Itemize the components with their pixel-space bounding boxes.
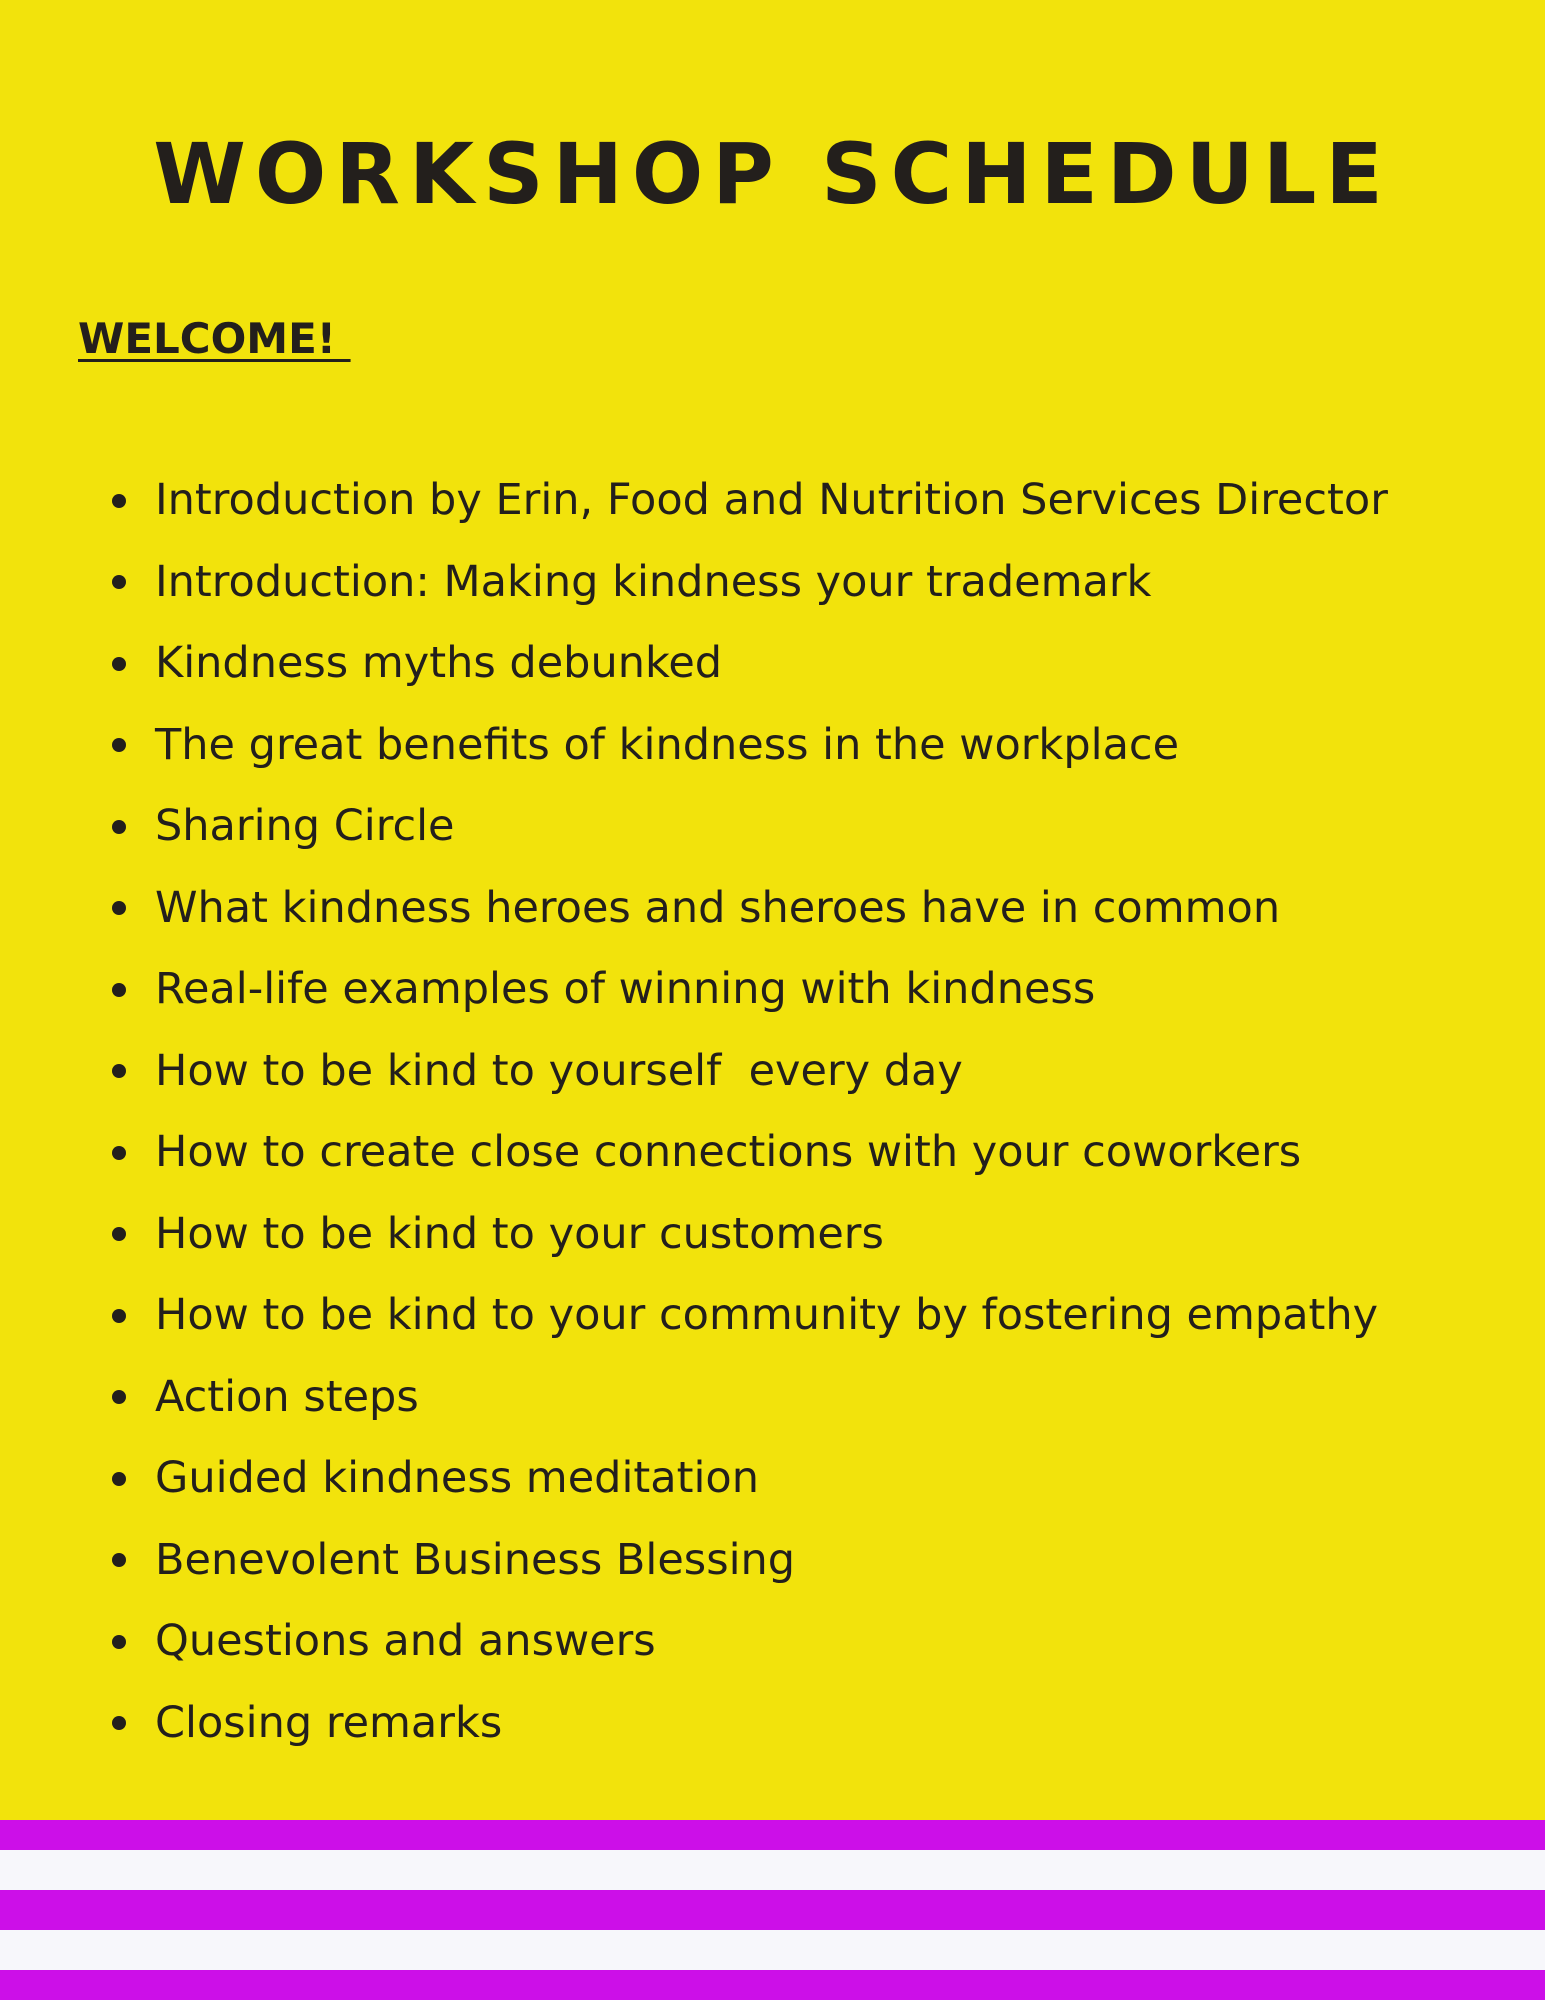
- list-item: [0, 1194, 1545, 1276]
- list-item: [0, 1031, 1545, 1113]
- bullet-icon: [112, 1227, 126, 1241]
- list-item: [0, 542, 1545, 624]
- list-item: [0, 1275, 1545, 1357]
- list-item-label: How to be kind to your customers: [155, 1208, 884, 1259]
- list-item-label: Introduction by Erin, Food and Nutrition Services Director: [155, 475, 1388, 526]
- welcome-heading: WELCOME!: [78, 314, 351, 363]
- list-item: [0, 1438, 1545, 1520]
- bullet-icon: [112, 1472, 126, 1486]
- bullet-icon: [112, 657, 126, 671]
- list-item: [0, 623, 1545, 705]
- list-item: [0, 1601, 1545, 1683]
- list-item: [0, 705, 1545, 787]
- bullet-icon: [112, 1553, 126, 1567]
- list-item: [0, 1683, 1545, 1765]
- bullet-icon: [112, 494, 126, 508]
- bullet-icon: [112, 1635, 126, 1649]
- bullet-icon: [112, 1390, 126, 1404]
- list-item: [0, 460, 1545, 542]
- bullet-icon: [112, 983, 126, 997]
- schedule-list: [0, 460, 1545, 1764]
- list-item-label: Kindness myths debunked: [155, 638, 723, 689]
- stripe-white-2: [0, 1930, 1545, 1970]
- list-item-label: How to be kind to yourself every day: [155, 1045, 963, 1096]
- bullet-icon: [112, 1064, 126, 1078]
- list-item-label: Action steps: [155, 1371, 419, 1422]
- bullet-icon: [112, 738, 126, 752]
- bullet-icon: [112, 1716, 126, 1730]
- list-item-label: Benevolent Business Blessing: [155, 1534, 796, 1585]
- list-item-label: Real-life examples of winning with kindness: [155, 964, 1096, 1015]
- list-item: [0, 786, 1545, 868]
- bullet-icon: [112, 901, 126, 915]
- decorative-stripes: [0, 1820, 1545, 2000]
- bullet-icon: [112, 1146, 126, 1160]
- stripe-magenta-2: [0, 1890, 1545, 1930]
- list-item-label: Introduction: Making kindness your trademark: [155, 556, 1152, 607]
- bullet-icon: [112, 1309, 126, 1323]
- list-item-label: What kindness heroes and sheroes have in common: [155, 882, 1281, 933]
- page-title: WORKSHOP SCHEDULE: [153, 125, 1392, 223]
- list-item: [0, 868, 1545, 950]
- bullet-icon: [112, 575, 126, 589]
- list-item-label: Guided kindness meditation: [155, 1453, 759, 1504]
- list-item: [0, 949, 1545, 1031]
- stripe-white-1: [0, 1850, 1545, 1890]
- list-item-label: The great benefits of kindness in the workplace: [155, 719, 1180, 770]
- bullet-icon: [112, 820, 126, 834]
- stripe-magenta-1: [0, 1820, 1545, 1850]
- list-item-label: Closing remarks: [155, 1697, 503, 1748]
- list-item-label: How to be kind to your community by fostering empathy: [155, 1290, 1379, 1341]
- list-item-label: Sharing Circle: [155, 801, 455, 852]
- list-item-label: How to create close connections with your coworkers: [155, 1127, 1302, 1178]
- stripe-magenta-3: [0, 1970, 1545, 2000]
- list-item-label: Questions and answers: [155, 1616, 656, 1667]
- list-item: [0, 1112, 1545, 1194]
- list-item: [0, 1520, 1545, 1602]
- list-item: [0, 1357, 1545, 1439]
